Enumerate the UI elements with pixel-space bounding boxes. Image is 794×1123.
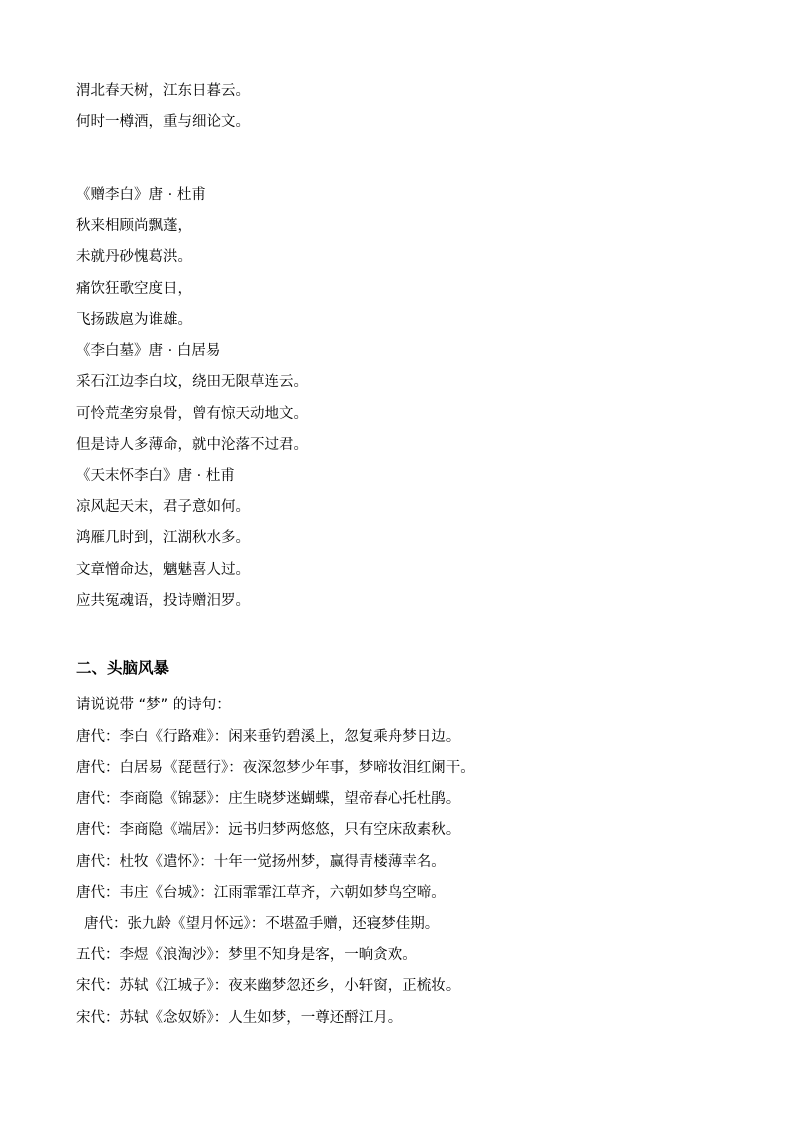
list-item: 唐代：张九龄《望月怀远》：不堪盈手赠，还寝梦佳期。 [84,916,440,932]
list-item: 宋代：苏轼《江城子》：夜来幽梦忽还乡，小轩窗，正梳妆。 [76,978,461,994]
list-item: 宋代：苏轼《念奴娇》：人生如梦，一尊还酹江月。 [76,1010,403,1026]
section-prompt: 请说说带 “梦” 的诗句： [76,697,231,713]
poem-line: 何时一樽酒，重与细论文。 [76,114,250,130]
list-item: 唐代：白居易《琵琶行》：夜深忽梦少年事，梦啼妆泪红阑干。 [76,760,475,776]
poem-line: 痛饮狂歌空度日， [76,281,192,297]
poem-line: 应共冤魂语，投诗赠汨罗。 [76,593,250,609]
poem-line: 渭北春天树，江东日暮云。 [76,83,250,99]
poem-line: 但是诗人多薄命，就中沦落不过君。 [76,437,308,453]
list-item: 唐代：李白《行路难》：闲来垂钓碧溪上，忽复乘舟梦日边。 [76,729,461,745]
list-item: 唐代：李商隐《端居》：远书归梦两悠悠，只有空床敌素秋。 [76,822,461,838]
poem-title: 《李白墓》唐 · 白居易 [76,343,221,359]
poem-line: 文章憎命达，魑魅喜人过。 [76,562,250,578]
poem-line: 未就丹砂愧葛洪。 [76,249,192,265]
poem-title: 《赠李白》唐 · 杜甫 [76,187,206,203]
list-item: 五代：李煜《浪淘沙》：梦里不知身是客，一晌贪欢。 [76,947,417,963]
poem-line: 采石江边李白坟，绕田无限草连云。 [76,374,308,390]
list-item: 唐代：杜牧《遣怀》：十年一觉扬州梦，赢得青楼薄幸名。 [76,854,446,870]
poem-line: 鸿雁几时到，江湖秋水多。 [76,530,250,546]
poem-line: 凉风起天末，君子意如何。 [76,499,250,515]
poem-line: 秋来相顾尚飘蓬， [76,218,192,234]
poem-line: 可怜荒垄穷泉骨，曾有惊天动地文。 [76,406,308,422]
list-item: 唐代：韦庄《台城》：江雨霏霏江草齐，六朝如梦鸟空啼。 [76,885,446,901]
list-item: 唐代：李商隐《锦瑟》：庄生晓梦迷蝴蝶，望帝春心托杜鹃。 [76,791,461,807]
section-heading: 二、头脑风暴 [76,659,170,677]
poem-line: 飞扬跋扈为谁雄。 [76,312,192,328]
poem-title: 《天末怀李白》唐 · 杜甫 [76,468,235,484]
